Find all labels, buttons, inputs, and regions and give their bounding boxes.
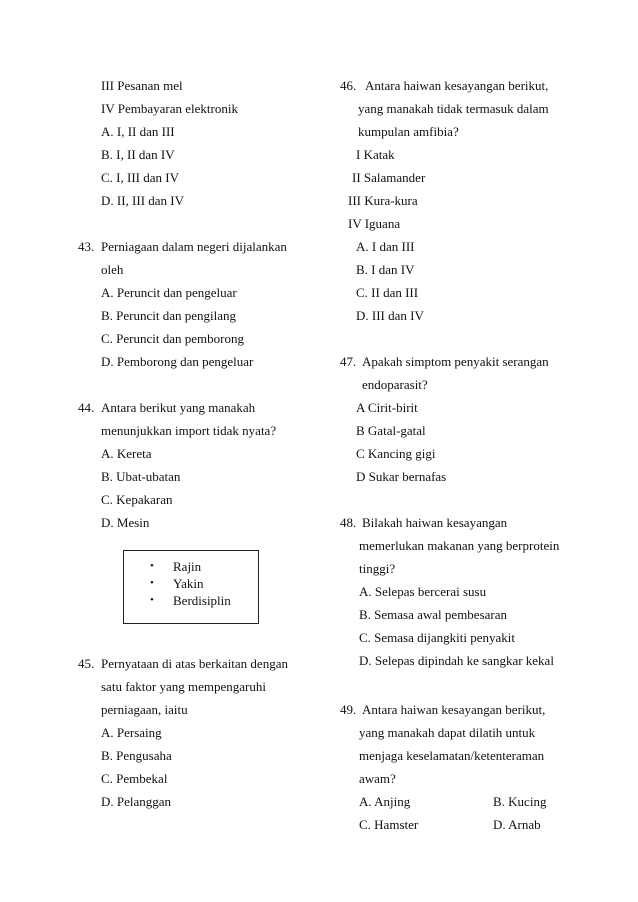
q49-stem-line-2: yang manakah dapat dilatih untuk [359, 725, 536, 740]
q49-number: 49. [340, 702, 357, 717]
q46-stem-line-3: kumpulan amfibia? [358, 124, 459, 139]
q48-stem-line-1: Bilakah haiwan kesayangan [362, 515, 508, 530]
q44-stem-line-1: Antara berikut yang manakah [101, 400, 256, 415]
q49-stem-line-4: awam? [359, 771, 396, 786]
q47-stem-line-1: Apakah simptom penyakit serangan [362, 354, 549, 369]
q45-option-b[interactable]: B. Pengusaha [101, 748, 172, 763]
q46-item-iii: III Kura-kura [348, 193, 418, 208]
q49-option-c[interactable]: C. Hamster [359, 817, 419, 832]
q43-stem-line-2: oleh [101, 262, 124, 277]
q46-stem-line-2: yang manakah tidak termasuk dalam [358, 101, 549, 116]
q46-stem-line-1: Antara haiwan kesayangan berikut, [365, 78, 549, 93]
q49-stem-line-3: menjaga keselamatan/ketenteraman [359, 748, 545, 763]
q45-number: 45. [78, 656, 95, 671]
q48-option-b[interactable]: B. Semasa awal pembesaran [359, 607, 508, 622]
q42-item-iv: IV Pembayaran elektronik [101, 101, 238, 116]
bullet-icon: • [150, 594, 154, 606]
q42-option-a[interactable]: A. I, II dan III [101, 124, 175, 139]
q46-option-b[interactable]: B. I dan IV [356, 262, 415, 277]
q46-option-c[interactable]: C. II dan III [356, 285, 419, 300]
q47-option-d[interactable]: D Sukar bernafas [356, 469, 447, 484]
q46-item-i: I Katak [356, 147, 395, 162]
q49-option-d[interactable]: D. Arnab [493, 817, 541, 832]
stimulus-item-label: Berdisiplin [173, 593, 231, 608]
q43-stem-line-1: Perniagaan dalam negeri dijalankan [101, 239, 287, 254]
q43-option-d[interactable]: D. Pemborong dan pengeluar [101, 354, 254, 369]
q44-option-a[interactable]: A. Kereta [101, 446, 152, 461]
q46-number: 46. [340, 78, 357, 93]
q44-stem-line-2: menunjukkan import tidak nyata? [101, 423, 277, 438]
q44-option-b[interactable]: B. Ubat-ubatan [101, 469, 181, 484]
q44-option-d[interactable]: D. Mesin [101, 515, 150, 530]
q42-option-d[interactable]: D. II, III dan IV [101, 193, 185, 208]
q49-stem-line-1: Antara haiwan kesayangan berikut, [362, 702, 546, 717]
q48-number: 48. [340, 515, 357, 530]
q46-option-d[interactable]: D. III dan IV [356, 308, 424, 323]
q48-stem-line-3: tinggi? [359, 561, 396, 576]
q44-number: 44. [78, 400, 95, 415]
q44-option-c[interactable]: C. Kepakaran [101, 492, 173, 507]
bullet-icon: • [150, 560, 154, 572]
bullet-icon: • [150, 577, 154, 589]
q45-option-a[interactable]: A. Persaing [101, 725, 162, 740]
stimulus-item-label: Yakin [173, 576, 204, 591]
q43-option-b[interactable]: B. Peruncit dan pengilang [101, 308, 237, 323]
q47-option-c[interactable]: C Kancing gigi [356, 446, 436, 461]
q42-option-c[interactable]: C. I, III dan IV [101, 170, 179, 185]
q46-item-iv: IV Iguana [348, 216, 401, 231]
q43-number: 43. [78, 239, 95, 254]
q47-option-b[interactable]: B Gatal-gatal [356, 423, 426, 438]
q48-option-d[interactable]: D. Selepas dipindah ke sangkar kekal [359, 653, 554, 668]
q45-option-c[interactable]: C. Pembekal [101, 771, 168, 786]
q45-option-d[interactable]: D. Pelanggan [101, 794, 172, 809]
q48-option-a[interactable]: A. Selepas bercerai susu [359, 584, 487, 599]
q47-number: 47. [340, 354, 357, 369]
q46-option-a[interactable]: A. I dan III [356, 239, 415, 254]
q42-option-b[interactable]: B. I, II dan IV [101, 147, 175, 162]
q48-option-c[interactable]: C. Semasa dijangkiti penyakit [359, 630, 515, 645]
q45-stem-line-2: satu faktor yang mempengaruhi [101, 679, 266, 694]
q47-stem-line-2: endoparasit? [362, 377, 428, 392]
q43-option-a[interactable]: A. Peruncit dan pengeluar [101, 285, 237, 300]
q48-stem-line-2: memerlukan makanan yang berprotein [359, 538, 560, 553]
q45-stem-line-3: perniagaan, iaitu [101, 702, 188, 717]
q43-option-c[interactable]: C. Peruncit dan pemborong [101, 331, 244, 346]
q46-item-ii: II Salamander [352, 170, 426, 185]
q49-option-a[interactable]: A. Anjing [359, 794, 411, 809]
q42-item-iii: III Pesanan mel [101, 78, 183, 93]
q47-option-a[interactable]: A Cirit-birit [356, 400, 418, 415]
q49-option-b[interactable]: B. Kucing [493, 794, 547, 809]
stimulus-item-label: Rajin [173, 559, 202, 574]
q45-stem-line-1: Pernyataan di atas berkaitan dengan [101, 656, 288, 671]
